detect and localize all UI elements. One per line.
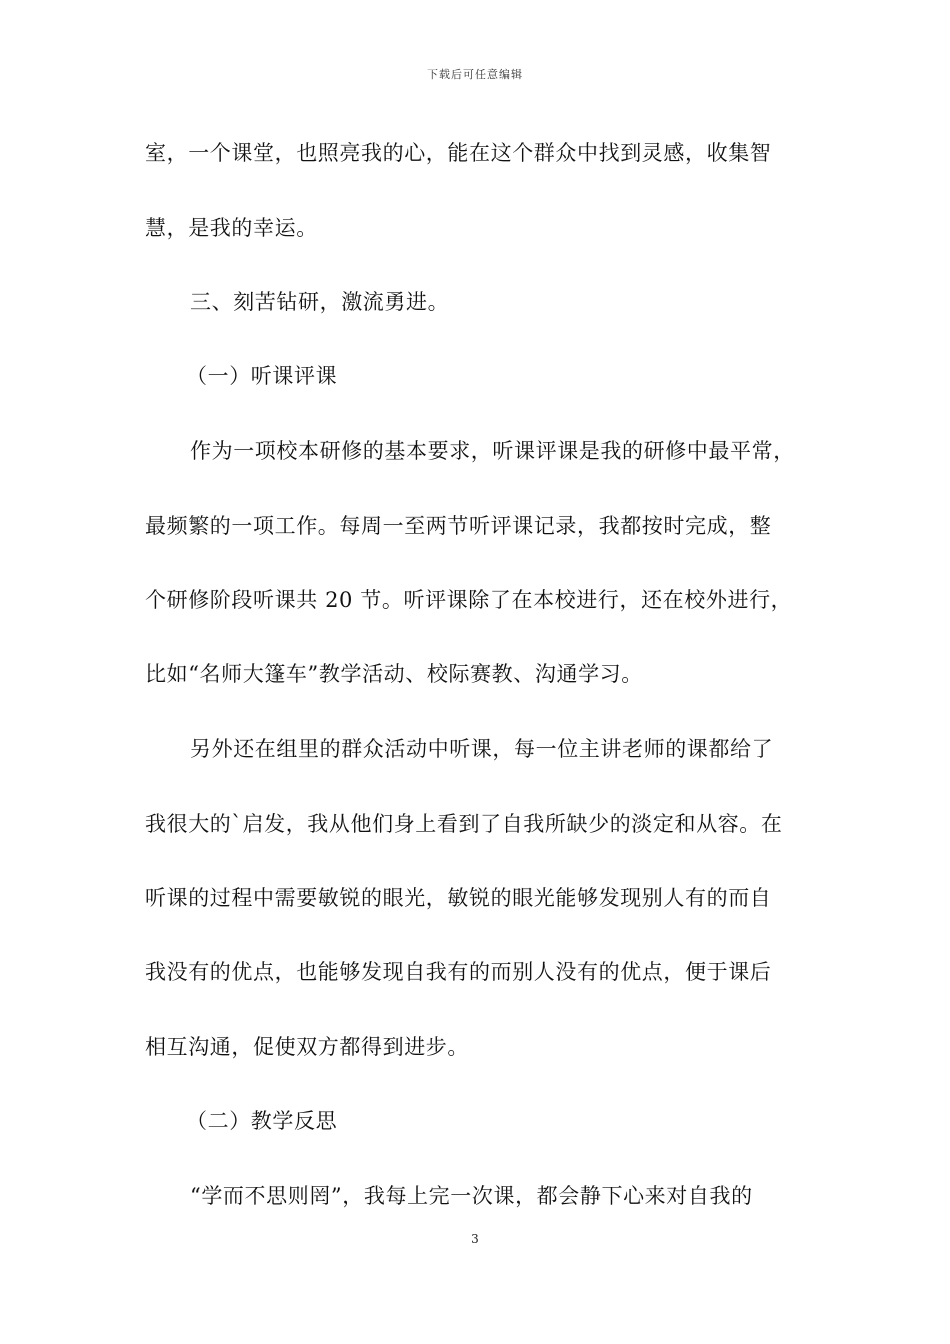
paragraph-line: 最频繁的一项工作。每周一至两节听评课记录，我都按时完成，整 (145, 514, 772, 538)
paragraph-line: 另外还在组里的群众活动中听课，每一位主讲老师的课都给了 (190, 737, 774, 761)
paragraph-line: 我很大的`启发，我从他们身上看到了自我所缺少的淡定和从容。在 (145, 812, 783, 836)
paragraph-line: “学而不思则罔”，我每上完一次课，都会静下心来对自我的 (190, 1184, 753, 1208)
paragraph-line: 室，一个课堂，也照亮我的心，能在这个群众中找到灵感，收集智 (145, 141, 772, 165)
page-header: 下载后可任意编辑 (427, 68, 523, 81)
paragraph-line: 个研修阶段听课共 20 节。听评课除了在本校进行，还在校外进行， (145, 588, 793, 612)
paragraph-line: 慧，是我的幸运。 (145, 216, 318, 240)
paragraph-line: 我没有的优点，也能够发现自我有的而别人没有的优点，便于课后 (145, 960, 772, 984)
paragraph-line: 相互沟通，促使双方都得到进步。 (145, 1035, 469, 1059)
subsection-heading: （一）听课评课 (186, 364, 338, 388)
subsection-heading: （二）教学反思 (186, 1109, 338, 1133)
paragraph-line: 比如“名师大篷车”教学活动、校际赛教、沟通学习。 (145, 662, 643, 686)
section-heading: 三、刻苦钻研，激流勇进。 (190, 290, 450, 314)
page-number: 3 (471, 1232, 479, 1246)
paragraph-line: 作为一项校本研修的基本要求，听课评课是我的研修中最平常， (190, 439, 795, 463)
paragraph-line: 听课的过程中需要敏锐的眼光，敏锐的眼光能够发现别人有的而自 (145, 886, 772, 910)
